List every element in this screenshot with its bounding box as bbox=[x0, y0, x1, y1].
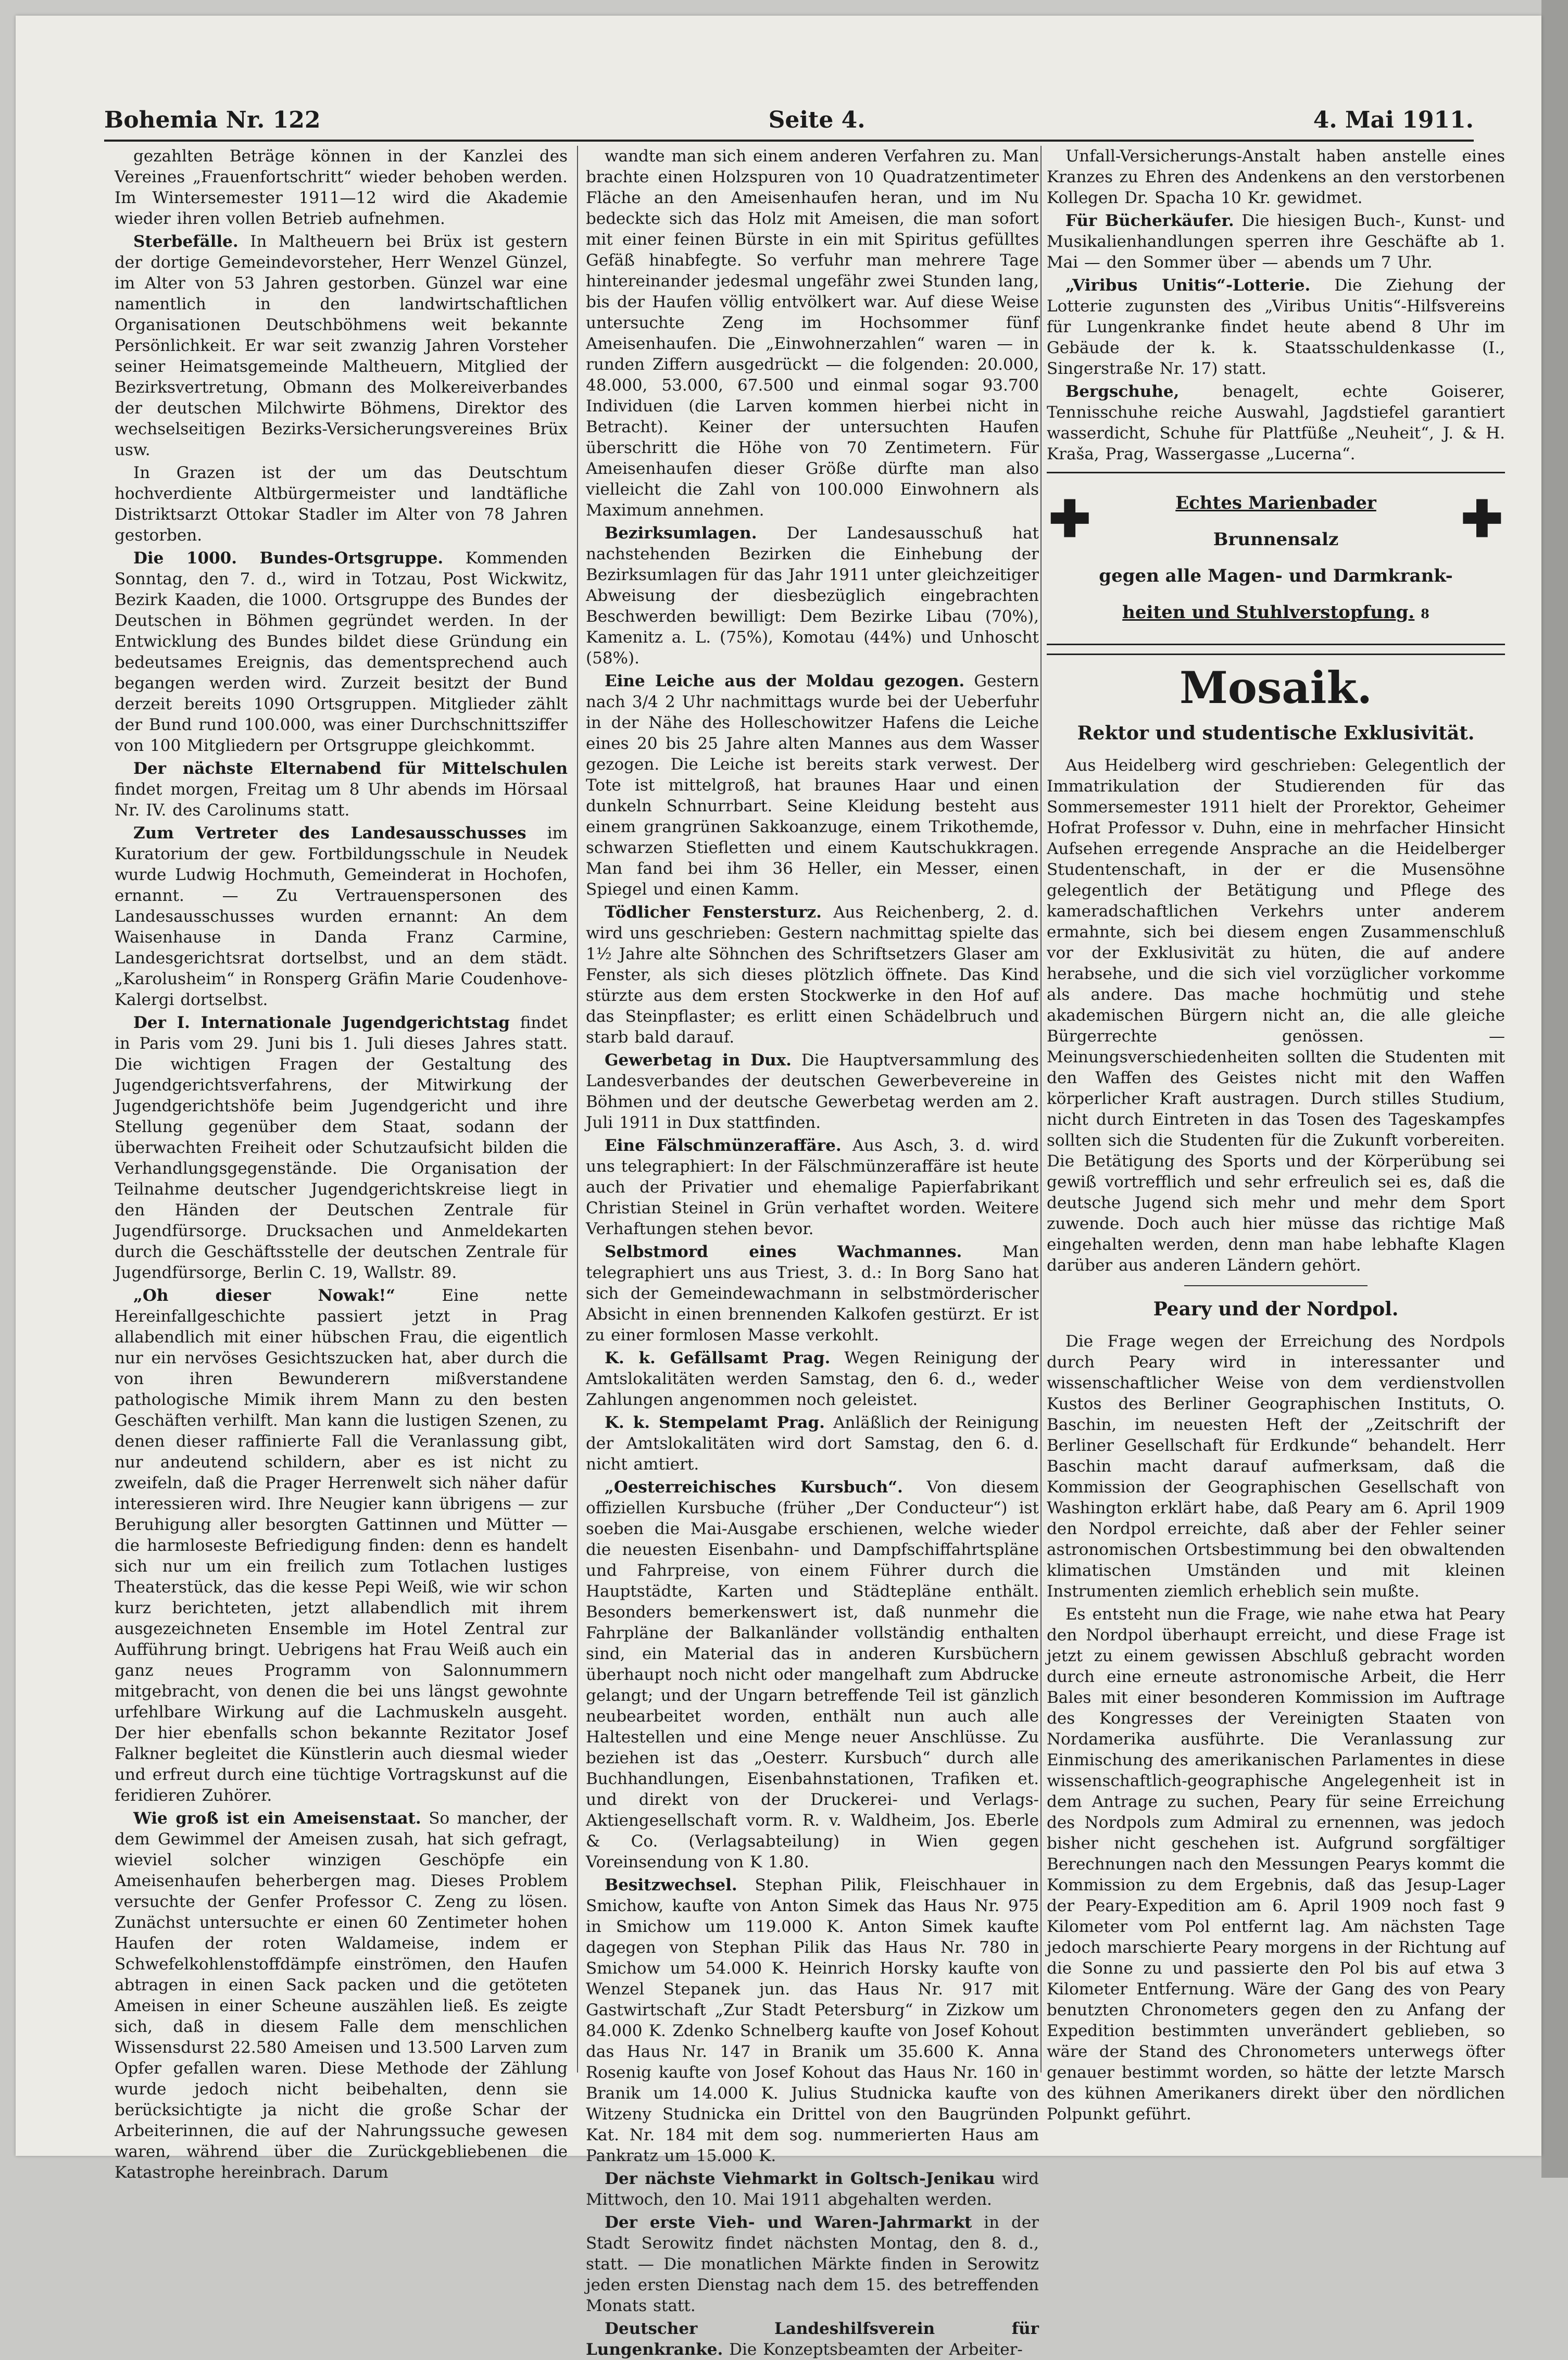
paragraph-heading: „Viribus Unitis“-Lotterie. bbox=[1065, 276, 1311, 295]
paragraph-heading: Gewerbetag in Dux. bbox=[605, 1051, 792, 1070]
paragraph-heading: Selbstmord eines Wachmannes. bbox=[605, 1242, 962, 1261]
column-rule-1 bbox=[577, 146, 578, 2073]
ad-mark: 8 bbox=[1421, 606, 1429, 621]
paragraph-heading: Eine Fälschmünzeraffäre. bbox=[605, 1136, 842, 1155]
paragraph-heading: Die 1000. Bundes-Ortsgruppe. bbox=[133, 549, 444, 568]
paragraph bbox=[586, 1412, 1039, 1475]
paragraph bbox=[586, 1875, 1039, 2166]
paragraph bbox=[115, 1285, 568, 1806]
paragraph bbox=[586, 146, 1039, 521]
paragraph-text: gezahlten Beträge können in der Kanzlei des Vereines „Frauenfortschritt“ wieder behoben werden. Im Wintersemester 1911—12 wird die Akademie wieder ihren vollen Betrieb aufnehmen. bbox=[115, 147, 568, 228]
ad-line-1: Echtes Marienbader bbox=[1175, 493, 1376, 513]
paragraph-text: Stephan Pilik, Fleischhauer in Smichow, kaufte von Anton Simek das Haus Nr. 975 in Smichow um 119.000 K. Anton Simek kaufte dagegen von Stephan Pilik das Haus Nr. 780 in Smichow um 54.000 K. Heinrich Horsky kaufte von Wenzel Stepanek jun. das Haus Nr. 917 mit Gastwirtschaft „Zur Stadt Petersburg“ in Zizkow um 84.000 K. Zdenko Schnelberg kaufte von Josef Kohout das Haus Nr. 147 in Branik um 35.600 K. Anna Rosenig kaufte von Josef Kohout das Haus Nr. 160 in Branik um 14.000 K. Julius Studnicka kaufte von Witzeny Studnicka ein Drittel von den Baugründen Kat. Nr. 184 mit dem sog. nummerierten Haus am Pankratz um 15.000 K. bbox=[586, 1876, 1039, 2165]
paragraph-text: In Grazen ist der um das Deutschtum hochverdiente Altbürgermeister und landtäfliche Distriktsarzt Ottokar Stadler im Alter von 78 Jahren gestorben. bbox=[115, 463, 568, 545]
article-body-peary bbox=[1047, 1331, 1505, 2125]
paragraph-text: Aus Reichenberg, 2. d. wird uns geschrieben: Gestern nachmittag spielte das 1½ Jahre alte Söhnchen des Schriftsetzers Glaser am Fenster, als sich dieses plötzlich öffnete. Das Kind stürzte aus dem ersten Stockwerke in den Hof auf das Steinpflaster; es erlitt einen Schädelbruch und starb bald darauf. bbox=[586, 903, 1039, 1047]
paragraph-text: Wegen Reinigung der Amtslokalitäten werden Samstag, den 6. d., weder Zahlungen angenommen noch geleistet. bbox=[586, 1349, 1039, 1409]
paragraph bbox=[586, 1348, 1039, 1410]
paragraph bbox=[1047, 1331, 1505, 1602]
paragraph bbox=[586, 1135, 1039, 1239]
paragraph-text: Gestern nach 3/4 2 Uhr nachmittags wurde bei der Ueberfuhr in der Nähe des Holleschowitzer Hafens die Leiche eines 20 bis 25 Jahre alten Mannes aus dem Wasser gezogen. Die Leiche ist bereits stark verwest. Der Tote ist mittelgroß, hat braunes Haar und einen dunkeln Schnurrbart. Seine Kleidung besteht aus einem grangrünen Sakkoanzuge, einem Trikothemde, schwarzen Stiefletten und einem Kautschukkragen. Man fand bei ihm 36 Heller, ein Messer, einen Spiegel und einen Kamm. bbox=[586, 672, 1039, 899]
paragraph-text: in der Stadt Serowitz findet nächsten Montag, den 8. d., statt. — Die monatlichen Märkte finden in Serowitz jeden ersten Dienstag nach dem 15. des betreffenden Monats statt. bbox=[586, 2213, 1039, 2315]
paragraph bbox=[586, 523, 1039, 669]
ad-line-4 bbox=[1047, 594, 1505, 632]
column-3-notices bbox=[1047, 146, 1505, 465]
scan-edge bbox=[1541, 0, 1568, 2178]
header-date: 4. Mai 1911. bbox=[1313, 106, 1474, 133]
paragraph bbox=[115, 231, 568, 460]
paragraph-text: Die Ziehung der Lotterie zugunsten des „Viribus Unitis“-Hilfsvereins für Lungenkranke findet heute abend 8 Uhr im Gebäude der k. k. Staatsschuldenkasse (I., Singerstraße Nr. 17) statt. bbox=[1047, 276, 1505, 378]
paragraph bbox=[115, 548, 568, 756]
paragraph-text: Es entsteht nun die Frage, wie nahe etwa hat Peary den Nordpol überhaupt erreicht, und diese Frage ist jetzt zu einem gewissen Abschluß gebracht worden durch eine erneute astronomische Arbeit, die Herr Bales mit einer besonderen Kommission im Auftrage des Kongresses der Vereinigten Staaten von Nordamerika ausführte. Die Veranlassung zur Einmischung des amerikanischen Parlamentes in diese wissenschaftlich-geographische Angelegenheit ist in dem Antrage zu suchen, Peary für seine Erreichung des Nordpols zum Admiral zu ernennen, was jedoch bisher nicht geschehen ist. Aufgrund sorgfältiger Berechnungen nach den Messungen Pearys kommt die Kommission zu dem Ergebnis, daß das Jesup-Lager der Peary-Expedition am 6. April 1909 noch fast 9 Kilometer vom Pol entfernt lag. Am nächsten Tage jedoch marschierte Peary morgens in der Richtung auf die Sonne zu und passierte den Pol bis auf etwa 3 Kilometer Entfernung. Wäre der Gang des von Peary benutzten Chronometers gegen den zu Anfang der Expedition bestimmten unverändert geblieben, so wäre der Stand des Chronometers unterwegs öfter genauer bestimmt worden, so hätte der letzte Marsch des kühnen Amerikaners direkt über den nördlichen Polpunkt geführt. bbox=[1047, 1605, 1505, 2124]
paragraph bbox=[1047, 275, 1505, 379]
column-1 bbox=[115, 146, 568, 2182]
column-rule-2 bbox=[1040, 146, 1042, 2073]
column-2 bbox=[586, 146, 1039, 2359]
paragraph bbox=[115, 462, 568, 546]
cross-icon: ✚ bbox=[1049, 489, 1091, 548]
article-divider bbox=[1184, 1285, 1368, 1286]
paragraph bbox=[115, 758, 568, 821]
section-title-mosaik: Mosaik. bbox=[1047, 654, 1505, 717]
ad-line-4-text: heiten und Stuhlverstopfung. bbox=[1122, 602, 1415, 623]
paragraph-heading: Der I. Internationale Jugendgerichtstag bbox=[133, 1013, 510, 1032]
paragraph-text: Anläßlich der Reinigung der Amtslokalitäten wird dort Samstag, den 6. d. nicht amtiert. bbox=[586, 1413, 1039, 1474]
paragraph bbox=[1047, 146, 1505, 208]
paragraph bbox=[586, 2168, 1039, 2210]
paragraph-heading: Eine Leiche aus der Moldau gezogen. bbox=[605, 672, 965, 691]
paragraph bbox=[586, 1050, 1039, 1133]
paragraph-heading: Der erste Vieh- und Waren-Jahrmarkt bbox=[605, 2213, 972, 2232]
paragraph bbox=[115, 1012, 568, 1283]
paragraph-text: Die Hauptversammlung des Landesverbandes der deutschen Gewerbevereine in Böhmen und der deutsche Gewerbetag werden am 2. Juli 1911 in Dux stattfinden. bbox=[586, 1051, 1039, 1132]
paragraph-text: wird Mittwoch, den 10. Mai 1911 abgehalten werden. bbox=[586, 2169, 1039, 2209]
paragraph bbox=[115, 1808, 568, 2183]
column-3 bbox=[1047, 146, 1505, 2124]
paragraph-text: im Kuratorium der gew. Fortbildungsschule in Neudek wurde Ludwig Hochmuth, Gemeinderat in Hochofen, ernannt. — Zu Vertrauenspersonen des Landesausschusses wurden ernannt: An dem Waisenhause in Danda Franz Carmine, Landesgerichtsrat dortselbst, und an dem städt. „Karolusheim“ in Ronsperg Gräfin Marie Coudenhove-Kalergi dortselbst. bbox=[115, 824, 568, 1009]
paragraph-heading: „Oesterreichisches Kursbuch“. bbox=[605, 1478, 903, 1497]
paragraph-heading: Der nächste Viehmarkt in Goltsch-Jenikau bbox=[605, 2169, 995, 2188]
advertisement-marienbader bbox=[1047, 472, 1505, 645]
paragraph-text: Der Landesausschuß hat nachstehenden Bezirken die Einhebung der Bezirksumlagen für das Jahr 1911 unter gleichzeitiger Abweisung der diesbezüglich eingebrachten Beschwerden bewilligt: Dem Bezirke Libau (70%), Kamenitz a. L. (75%), Komotau (44%) und Unhoscht (58%). bbox=[586, 524, 1039, 668]
paragraph-text: Von diesem offiziellen Kursbuche (früher „Der Conducteur“) ist soeben die Mai-Ausgabe erschienen, welche wieder die neuesten Eisenbahn- und Dampfschiffahrtspläne und Fahrpreise, von einem Führer durch die Hauptstädte, Karten und Städtepläne enthält. Besonders bemerkenswert ist, daß nunmehr die Fahrpläne der Balkanländer vollständig enthalten sind, ein Material das in anderen Kursbüchern überhaupt noch nicht oder mangelhaft zum Abdrucke gelangt; und der Ungarn betreffende Teil ist gänzlich neubearbeitet worden, enthält nun auch alle Haltestellen und eine Menge neuer Anschlüsse. Zu beziehen ist das „Oesterr. Kursbuch“ durch alle Buchhandlungen, Eisenbahnstationen, Trafiken et. und direkt von der Druckerei- und Verlags-Aktiengesellschaft vorm. R. v. Waldheim, Jos. Eberle & Co. (Verlagsabteilung) in Wien gegen Voreinsendung von K 1.80. bbox=[586, 1478, 1039, 1872]
paragraph-heading: Sterbefälle. bbox=[133, 232, 239, 251]
paragraph bbox=[586, 2318, 1039, 2360]
paragraph-heading: Tödlicher Fenstersturz. bbox=[605, 903, 822, 922]
ad-line-2: Brunnensalz bbox=[1213, 529, 1339, 550]
paragraph bbox=[586, 1477, 1039, 1873]
paragraph-text: benagelt, echte Goiserer, Tennisschuhe reiche Auswahl, Jagdstiefel garantiert wasserdicht, Schuhe für Plattfüße „Neuheit“, J. & H. Kraša, Prag, Wassergasse „Lucerna“. bbox=[1047, 382, 1505, 463]
paragraph-heading: Bezirksumlagen. bbox=[605, 524, 757, 543]
paragraph-text: Aus Heidelberg wird geschrieben: Gelegentlich der Immatrikulation der Studierenden für das Sommersemester 1911 hielt der Prorektor, Geheimer Hofrat Professor v. Duhn, eine in mehrfacher Hinsicht Aufsehen erregende Ansprache an die Heidelberger Studentenschaft, in der er die Musensöhne gelegentlich der Betätigung und Pflege des kameradschaftlichen Verkehrs unter anderem ermahnte, sich bei diesem engen Zusammenschluß vor der Exklusivität zu hüten, die auf andere herabsehe, und die sich viel vorzüglicher vorkomme als andere. Das mache hochmütig und stehe akademischen Bürgern nicht an, die alle gleiche Bürgerrechte genössen. — Meinungsverschiedenheiten sollten die Studenten mit den Waffen des Geistes nicht mit den Waffen körperlicher Kraft austragen. Durch stilles Studium, nicht durch Eintreten in das Tosen des Tageskampfes sollten sich die Studenten für die Zukunft vorbereiten. Die Betätigung des Sports und der Körperübung sei gewiß vortrefflich und sehr erfreulich sei es, daß die deutsche Jugend sich mehr und mehr dem Sport zuwende. Doch auch hier müsse das richtige Maß eingehalten werden, denn man habe lebhafte Klagen darüber aus anderen Ländern gehört. bbox=[1047, 756, 1505, 1275]
paragraph bbox=[586, 671, 1039, 900]
paragraph-heading: „Oh dieser Nowak!“ bbox=[133, 1286, 396, 1305]
paragraph bbox=[586, 2212, 1039, 2316]
ad-line-3: gegen alle Magen- und Darmkrank- bbox=[1099, 566, 1453, 586]
paragraph-text: So mancher, der dem Gewimmel der Ameisen zusah, hat sich gefragt, wieviel solcher winzigen Geschöpfe ein Ameisenhaufen beherbergen mag. Dieses Problem versuchte der Genfer Professor C. Zeng zu lösen. Zunächst untersuchte er einen 60 Zentimeter hohen Haufen der roten Waldameise, indem er Schwefelkohlenstoffdämpfe einströmen, den Haufen abtragen in einen Sack packen und die getöteten Ameisen in einer Scheune auszählen ließ. Es zeigte sich, daß in diesem Falle dem menschlichen Wissensdurst 22.580 Ameisen und 13.500 Larven zum Opfer gefallen waren. Diese Methode der Zählung wurde jedoch nicht beibehalten, denn sie berücksichtigte ja nicht die große Schar der Arbeiterinnen, die auf der Nahrungssuche gewesen waren, während über die Zurückgebliebenen die Katastrophe hereinbrach. Darum bbox=[115, 1809, 568, 2182]
paragraph-heading: Bergschuhe, bbox=[1065, 382, 1180, 401]
article-title-peary: Peary und der Nordpol. bbox=[1153, 1298, 1399, 1320]
paragraph-heading: Der nächste Elternabend für Mittelschulen bbox=[133, 759, 568, 778]
paragraph bbox=[1047, 755, 1505, 1276]
paragraph-text: wandte man sich einem anderen Verfahren zu. Man brachte einen Holzspuren von 10 Quadratzentimeter Fläche an den Ameisenhaufen heran, und im Nu bedeckte sich das Holz mit Ameisen, die man sofort mit einer feinen Bürste in ein mit Spiritus gefülltes Gefäß hinabfegte. So verfuhr man mehrere Tage hintereinander jedesmal ungefähr zwei Stunden lang, bis der Haufen völlig entvölkert war. Auf diese Weise untersuchte Zeng im Hochsommer fünf Ameisenhaufen. Die „Einwohnerzahlen“ waren — in runden Ziffern ausgedrückt — die folgenden: 20.000, 48.000, 53.000, 67.500 und einmal sogar 93.700 Individuen (die Larven kommen hierbei nicht in Betracht). Keiner der untersuchten Haufen überschritt die Höhe von 70 Zentimetern. Für Ameisenhaufen dieser Größe dürfte man also vielleicht die Zahl von 100.000 Einwohnern als Maximum annehmen. bbox=[586, 147, 1039, 520]
paragraph-text: Man telegraphiert uns aus Triest, 3. d.: In Borg Sano hat sich der Gemeindewachmann in selbstmörderischer Absicht in einen brennenden Kalkofen gestürzt. Er ist zu einer formlosen Masse verkohlt. bbox=[586, 1242, 1039, 1345]
paragraph-text: Die Konzeptsbeamten der Arbeiter- bbox=[729, 2340, 1023, 2359]
paragraph bbox=[115, 823, 568, 1010]
paragraph-text: Kommenden Sonntag, den 7. d., wird in Totzau, Post Wickwitz, Bezirk Kaaden, die 1000. Ortsgruppe des Bundes der Deutschen in Böhmen gegründet werden. In der Entwicklung des Bundes bildet diese Gründung ein bedeutsames Ereignis, das dementsprechend auch begangen werden wird. Zurzeit besitzt der Bund derzeit bereits 1090 Ortsgruppen. Mitglieder zählt der Bund rund 100.000, was einer Durchschnittsziffer von 100 Mitgliedern per Ortsgruppe gleichkommt. bbox=[115, 549, 568, 755]
article-title-rektor: Rektor und studentische Exklusivität. bbox=[1077, 722, 1475, 744]
paragraph-text: In Maltheuern bei Brüx ist gestern der dortige Gemeindevorsteher, Herr Wenzel Günzel, im Alter von 53 Jahren gestorben. Günzel war eine namentlich in den landwirtschaftlichen Organisationen Deutschböhmens weit bekannte Persönlichkeit. Er war seit zwanzig Jahren Vorsteher seiner Heimatsgemeinde Maltheuern, Mitglied der Bezirksvertretung, Obmann des Molkereiverbandes der deutschen Milchwirte Böhmens, Direktor des wechselseitigen Bezirks-Versicherungsvereines Brüx usw. bbox=[115, 232, 568, 459]
paragraph-text: Eine nette Hereinfallgeschichte passiert jetzt in Prag allabendlich mit einer hübschen Frau, die eigentlich nur ein nervöses Gesichtszucken hat, aber durch die von ihren Bewunderern mißverstandene pathologische Mimik ihrem Mann zu den besten Geschäften verhilft. Man kann die lustigen Szenen, zu denen dieser raffinierte Fall die Veranlassung gibt, nur andeutend schildern, aber es ist nicht zu zweifeln, daß die Prager Herrenwelt sich näher dafür interessieren wird. Ihre Neugier kann übrigens — zur Beruhigung aller besorgten Gattinnen und Mütter — die harmloseste Befriedigung finden: denn es handelt sich nur um ein freilich zum Totlachen lustiges Theaterstück, das die kesse Pepi Weiß, wie wir schon kurz berichteten, jetzt allabendlich mit ihrem ausgezeichneten Ensemble im Hotel Zentral zur Aufführung bringt. Uebrigens hat Frau Weiß auch ein ganz neues Programm von Salonnummern mitgebracht, von denen die bei uns längst gewohnte urfehlbare Wirkung auf die Lachmuskeln ausgeht. Der hier ebenfalls schon bekannte Rezitator Josef Falkner begleitet die Künstlerin auch diesmal wieder und erfreut durch eine tüchtige Vortragskunst auf die feridieren Zuhörer. bbox=[115, 1286, 568, 1805]
paragraph-text: Die Frage wegen der Erreichung des Nordpols durch Peary wird in interessanter und wissenschaftlicher Weise von dem verdienstvollen Kustos des Berliner Geographischen Instituts, O. Baschin, im neuesten Heft der „Zeitschrift der Berliner Gesellschaft für Erdkunde“ behandelt. Herr Baschin macht darauf aufmerksam, daß die Kommission der Geographischen Gesellschaft von Washington erklärt habe, daß Peary am 6. April 1909 den Nordpol erreichte, daß aber der Fehler seiner astronomischen Ortsbestimmung bei den obwaltenden klimatischen Umständen und mit kleinen Instrumenten ziemlich erheblich sein mußte. bbox=[1047, 1332, 1505, 1601]
paragraph-heading: K. k. Stempelamt Prag. bbox=[605, 1413, 825, 1432]
header-rule bbox=[104, 140, 1474, 142]
paragraph bbox=[115, 146, 568, 229]
paragraph-text: Die hiesigen Buch-, Kunst- und Musikalienhandlungen sperren ihre Geschäfte ab 1. Mai — den Sommer über — abends um 7 Uhr. bbox=[1047, 211, 1505, 272]
header-page-number: Seite 4. bbox=[768, 106, 865, 133]
paragraph bbox=[586, 1241, 1039, 1346]
paragraph bbox=[586, 902, 1039, 1048]
article-body-rektor bbox=[1047, 755, 1505, 1276]
paragraph-text: Unfall-Versicherungs-Anstalt haben anstelle eines Kranzes zu Ehren des Andenkens an den verstorbenen Kollegen Dr. Spacha 10 Kr. gewidmet. bbox=[1047, 147, 1505, 207]
page-header bbox=[104, 102, 1474, 138]
cross-icon: ✚ bbox=[1461, 489, 1503, 548]
paragraph-text: findet in Paris vom 29. Juni bis 1. Juli dieses Jahres statt. Die wichtigen Fragen der Gestaltung des Jugendgerichtsverfahrens, der Mitwirkung der Jugendgerichtshöfe beim Jugendgericht und ihre Stellung gegenüber dem Staat, sodann der überwachten Freiheit oder Schutzaufsicht bilden die Verhandlungsgegenstände. Die Organisation der Teilnahme deutscher Jugendgerichtskreise liegt in den Händen der Deutschen Zentrale für Jugendfürsorge. Drucksachen und Anmeldekarten durch die Geschäftsstelle der deutschen Zentrale für Jugendfürsorge, Berlin C. 19, Wallstr. 89. bbox=[115, 1013, 568, 1282]
paragraph-text: findet morgen, Freitag um 8 Uhr abends im Hörsaal Nr. IV. des Carolinums statt. bbox=[115, 780, 568, 820]
paragraph bbox=[1047, 381, 1505, 465]
paragraph bbox=[1047, 1604, 1505, 2125]
paragraph-heading: Für Bücherkäufer. bbox=[1065, 211, 1234, 230]
paragraph-heading: Zum Vertreter des Landesausschusses bbox=[133, 824, 526, 843]
paragraph-text: Aus Asch, 3. d. wird uns telegraphiert: In der Fälschmünzeraffäre ist heute auch der Privatier und ehemalige Papierfabrikant Christian Steinel in Grün verhaftet worden. Weitere Verhaftungen stehen bevor. bbox=[586, 1136, 1039, 1238]
paragraph-heading: Wie groß ist ein Ameisenstaat. bbox=[133, 1809, 421, 1828]
paragraph bbox=[1047, 210, 1505, 273]
header-masthead: Bohemia Nr. 122 bbox=[104, 106, 321, 133]
paragraph-heading: Deutscher Landeshilfsverein für Lungenkranke. bbox=[586, 2319, 1039, 2359]
paragraph-heading: K. k. Gefällsamt Prag. bbox=[605, 1349, 831, 1367]
paragraph-heading: Besitzwechsel. bbox=[605, 1876, 737, 1894]
